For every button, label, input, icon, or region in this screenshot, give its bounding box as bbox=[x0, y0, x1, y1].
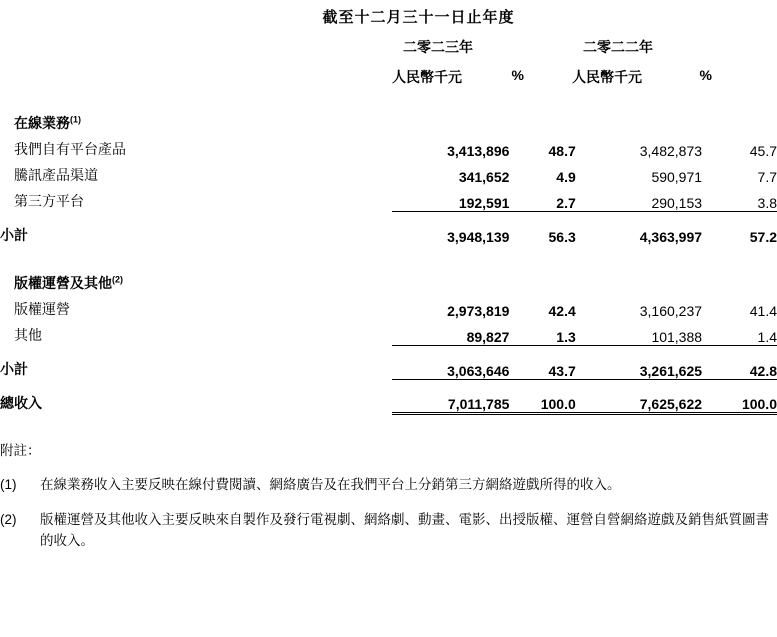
note-item bbox=[0, 510, 777, 552]
row-prior-percent: 42.8 bbox=[702, 345, 777, 379]
row-prior-percent bbox=[702, 259, 777, 293]
row-prior-amount: 590,971 bbox=[651, 169, 703, 185]
row-current-percent: 4.9 bbox=[556, 169, 576, 185]
row-prior-percent: 1.4 bbox=[757, 328, 777, 345]
row-label: 小計 bbox=[0, 227, 28, 243]
row-spacer bbox=[0, 245, 777, 259]
row-label: 總收入 bbox=[0, 395, 42, 411]
row-current-amount: 2,973,819 bbox=[447, 303, 510, 319]
row-prior-amount: 7,625,622 bbox=[576, 379, 702, 413]
row-current-percent bbox=[509, 99, 575, 133]
table-row bbox=[0, 293, 777, 319]
row-current-percent: 1.3 bbox=[556, 328, 576, 345]
row-current-percent: 43.7 bbox=[509, 345, 575, 379]
row-current-percent: 42.4 bbox=[548, 303, 576, 319]
row-current-percent bbox=[509, 259, 575, 293]
table-row bbox=[0, 99, 777, 133]
row-prior-amount: 3,160,237 bbox=[639, 303, 703, 319]
row-prior-percent bbox=[702, 99, 777, 133]
unit-prior-amount: 人民幣千元 bbox=[572, 69, 642, 85]
table-row bbox=[0, 211, 777, 245]
row-label: 我們自有平台產品 bbox=[14, 141, 126, 157]
row-prior-percent: 7.7 bbox=[757, 169, 777, 185]
row-prior-amount: 4,363,997 bbox=[576, 211, 702, 245]
table-row bbox=[0, 259, 777, 293]
table-row bbox=[0, 133, 777, 159]
unit-current-amount: 人民幣千元 bbox=[392, 69, 462, 85]
year-heading-spacer bbox=[0, 37, 352, 57]
row-current-amount: 192,591 bbox=[458, 194, 510, 211]
note-marker: (2) bbox=[0, 512, 17, 528]
row-current-amount: 7,011,785 bbox=[392, 379, 510, 413]
row-current-amount: 89,827 bbox=[466, 328, 510, 345]
financial-statement-page bbox=[0, 6, 777, 637]
notes-title: 附註： bbox=[0, 442, 41, 458]
row-prior-percent: 57.2 bbox=[702, 211, 777, 245]
year-heading-row bbox=[0, 37, 777, 57]
row-prior-percent: 3.8 bbox=[757, 194, 777, 211]
row-prior-percent: 45.7 bbox=[749, 143, 777, 159]
year-heading-prior: 二零二二年 bbox=[583, 39, 653, 55]
note-ref: (2) bbox=[112, 274, 123, 285]
row-current-amount: 341,652 bbox=[458, 169, 510, 185]
row-prior-amount bbox=[576, 259, 702, 293]
row-label: 其他 bbox=[14, 327, 42, 343]
note-marker: (1) bbox=[0, 477, 17, 493]
revenue-breakdown-table bbox=[0, 99, 777, 415]
row-current-percent: 56.3 bbox=[509, 211, 575, 245]
row-label: 小計 bbox=[0, 361, 28, 377]
row-current-amount: 3,948,139 bbox=[392, 211, 510, 245]
row-current-amount bbox=[392, 99, 510, 133]
row-prior-amount: 101,388 bbox=[651, 328, 703, 345]
unit-prior-percent: % bbox=[699, 67, 712, 83]
period-heading: 截至十二月三十一日止年度 bbox=[322, 9, 515, 26]
row-prior-percent: 100.0 bbox=[702, 379, 777, 413]
unit-heading-row bbox=[0, 67, 777, 87]
year-heading-current: 二零二三年 bbox=[403, 39, 473, 55]
row-current-percent: 2.7 bbox=[556, 194, 576, 211]
row-label: 在線業務$^{(1)}$ bbox=[14, 114, 81, 131]
table-row bbox=[0, 319, 777, 345]
notes-section bbox=[0, 441, 777, 553]
row-prior-amount bbox=[576, 99, 702, 133]
table-row bbox=[0, 345, 777, 379]
row-label: 版權運營 bbox=[14, 301, 70, 317]
row-current-percent: 100.0 bbox=[509, 379, 575, 413]
note-item bbox=[0, 475, 777, 496]
table-row bbox=[0, 159, 777, 185]
row-prior-amount: 290,153 bbox=[651, 194, 703, 211]
row-prior-amount: 3,261,625 bbox=[576, 345, 702, 379]
unit-heading-spacer bbox=[0, 67, 352, 87]
row-current-amount bbox=[392, 259, 510, 293]
note-body: 在線業務收入主要反映在線付費閱讀、網絡廣告及在我們平台上分銷第三方網絡遊戲所得的收入。 bbox=[40, 477, 621, 493]
row-label: 版權運營及其他$^{(2)}$ bbox=[14, 274, 123, 291]
note-body: 版權運營及其他收入主要反映來自製作及發行電視劇、網絡劇、動畫、電影、出授版權、運營自營網絡遊戲及銷售紙質圖書的收入。 bbox=[40, 512, 769, 549]
row-current-percent: 48.7 bbox=[548, 143, 576, 159]
row-current-amount: 3,413,896 bbox=[447, 143, 510, 159]
row-prior-percent: 41.4 bbox=[749, 303, 777, 319]
table-row bbox=[0, 185, 777, 211]
row-current-amount: 3,063,646 bbox=[392, 345, 510, 379]
row-label: 騰訊產品渠道 bbox=[14, 167, 98, 183]
unit-current-percent: % bbox=[511, 67, 524, 83]
table-row bbox=[0, 379, 777, 413]
row-prior-amount: 3,482,873 bbox=[639, 143, 703, 159]
note-ref: (1) bbox=[70, 114, 81, 125]
row-label: 第三方平台 bbox=[14, 193, 84, 209]
